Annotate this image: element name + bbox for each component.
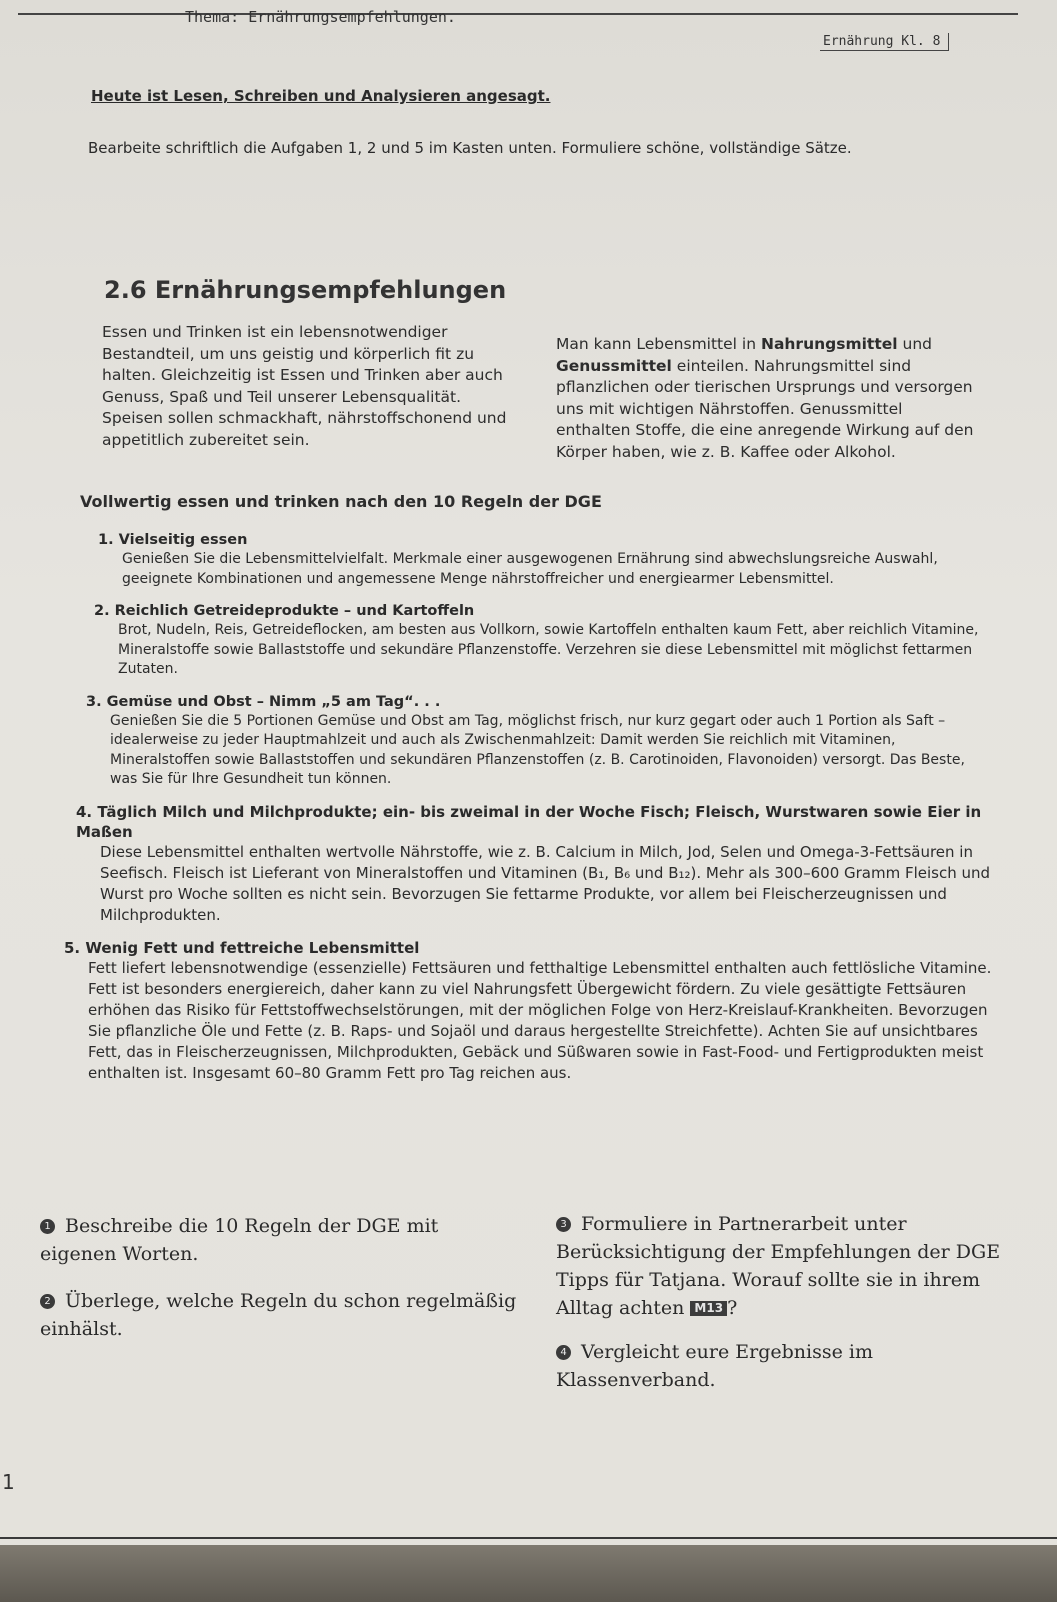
rule-item <box>94 601 994 680</box>
rule-title: 3. Gemüse und Obst – Nimm „5 am Tag“. . . <box>86 693 441 710</box>
header-rule <box>18 13 1018 15</box>
rule-text: Diese Lebensmittel enthalten wertvolle Nährstoffe, wie z. B. Calcium in Milch, Jod, Selen und Omega-3-Fettsäuren in Seefisch. Fleisch ist Lieferant von Mineralstoffen und Vitaminen (B₁, B₆ und B₁₂). Mehr als 300–600 Gramm Fleisch und Wurst pro Woche sollten es nicht sein. Bevorzugen Sie fettarme Produkte, vor allem bei Fleischerzeugnissen und Milchprodukten. <box>100 842 991 924</box>
rule-title: 2. Reichlich Getreideprodukte – und Kartoffeln <box>94 603 475 619</box>
header-thema: Thema: Ernährungsempfehlungen. <box>185 8 456 26</box>
task-3 <box>556 1210 1036 1322</box>
task-number-badge: 3 <box>556 1217 571 1232</box>
rules-list <box>64 530 994 1096</box>
rule-title: 4. Täglich Milch und Milchprodukte; ein- bis zweimal in der Woche Fisch; Fleisch, Wurstwaren sowie Eier in Maßen <box>76 802 982 841</box>
rule-item <box>64 938 994 1084</box>
rule-title: 5. Wenig Fett und fettreiche Lebensmittel <box>64 938 420 957</box>
task-number-badge: 2 <box>40 1294 55 1309</box>
task-4 <box>556 1338 1026 1394</box>
rule-text: Brot, Nudeln, Reis, Getreideflocken, am besten aus Vollkorn, sowie Kartoffeln enthalten kaum Fett, aber reichlich Vitamine, Mineralstoffe sowie Ballaststoffe und sekundäre Pflanzenstoffe. Verzehren sie diese Lebensmittel mit möglichst fettarmen Zutaten. <box>118 622 979 677</box>
intro-heading: Heute ist Lesen, Schreiben und Analysieren angesagt. <box>91 87 551 105</box>
background-surface <box>0 1545 1057 1602</box>
right-text-1: Man kann Lebensmittel in <box>556 335 761 353</box>
task-suffix: ? <box>727 1297 738 1319</box>
task-1 <box>40 1212 520 1268</box>
bottom-rule <box>0 1537 1057 1539</box>
material-reference-badge: M13 <box>690 1301 727 1316</box>
right-text-3: einteilen. Nahrungsmittel sind pflanzlichen oder tierischen Ursprungs und versorgen uns mit wichtigen Nährstoffen. Genussmittel enthalten Stoffe, die eine anregende Wirkung auf den Körper haben, wie z. B. Kaffee oder Alkohol. <box>556 356 974 461</box>
task-number-badge: 4 <box>556 1345 571 1360</box>
rule-item <box>98 530 994 589</box>
task-text: Formuliere in Partnerarbeit unter Berücksichtigung der Empfehlungen der DGE Tipps für Tatjana. Worauf sollte sie in ihrem Alltag achten <box>556 1213 1001 1319</box>
rule-item <box>76 802 994 926</box>
rule-title: 1. Vielseitig essen <box>98 532 248 548</box>
rule-item <box>86 692 994 790</box>
rule-text: Fett liefert lebensnotwendige (essenzielle) Fettsäuren und fetthaltige Lebensmittel enthalten auch fettlösliche Vitamine. Fett ist besonders energiereich, daher kann zu viel Nahrungsfett Übergewicht fördern. Zu viele gesättigte Fettsäuren erhöhen das Risiko für Fettstoffwechselstörungen, mit der möglichen Folge von Herz-Kreislauf-Krankheiten. Bevorzugen Sie pflanzliche Öle und Fette (z. B. Raps- und Sojaöl und daraus hergestellte Streichfette). Achten Sie auf unsichtbares Fett, das in Fleischerzeugnissen, Milchprodukten, Gebäck und Süßwaren sowie in Fast-Food- und Fertigprodukten meist enthalten ist. Insgesamt 60–80 Gramm Fett pro Tag reichen aus. <box>88 958 992 1082</box>
task-text: Vergleicht eure Ergebnisse im Klassenverband. <box>556 1341 873 1391</box>
task-text: Beschreibe die 10 Regeln der DGE mit eigenen Worten. <box>40 1215 439 1265</box>
task-2 <box>40 1287 520 1343</box>
intro-paragraph-left: Essen und Trinken ist ein lebensnotwendiger Bestandteil, um uns geistig und körperlich fit zu halten. Gleichzeitig ist Essen und Trinken aber auch Genuss, Spaß und Teil unserer Lebensqualität. Speisen sollen schmackhaft, nährstoffschonend und appetitlich zubereitet sein. <box>102 323 507 449</box>
header-subject: Ernährung Kl. 8 <box>820 33 949 51</box>
term-genussmittel: Genussmittel <box>556 356 672 375</box>
page-number: 1 <box>2 1470 15 1494</box>
term-nahrungsmittel: Nahrungsmittel <box>760 335 898 353</box>
rules-heading: Vollwertig essen und trinken nach den 10 Regeln der DGE <box>80 492 602 511</box>
rule-text: Genießen Sie die 5 Portionen Gemüse und Obst am Tag, möglichst frisch, nur kurz gegart oder auch 1 Portion als Saft – idealerweise zu jeder Hauptmahlzeit und auch als Zwischenmahlzeit: Damit werden Sie reichlich mit Vitaminen, Mineralstoffen sowie Ballaststoffen und sekundären Pflanzenstoffen (z. B. Carotinoiden, Flavonoiden) versorgt. Das Beste, was Sie für Ihre Gesundheit tun können. <box>110 712 965 787</box>
rule-text: Genießen Sie die Lebensmittelvielfalt. Merkmale einer ausgewogenen Ernährung sind abwechslungsreiche Auswahl, geeignete Kombinationen und angemessene Menge nährstoffreicher und energiearmer Lebensmittel. <box>122 551 938 587</box>
section-title: 2.6 Ernährungsempfehlungen <box>104 276 507 304</box>
intro-instruction: Bearbeite schriftlich die Aufgaben 1, 2 und 5 im Kasten unten. Formuliere schöne, vollständige Sätze. <box>88 139 852 157</box>
task-text: Überlege, welche Regeln du schon regelmäßig einhälst. <box>40 1290 517 1340</box>
right-text-2: und <box>897 335 932 353</box>
task-number-badge: 1 <box>40 1219 55 1234</box>
intro-paragraph-right <box>556 334 976 463</box>
